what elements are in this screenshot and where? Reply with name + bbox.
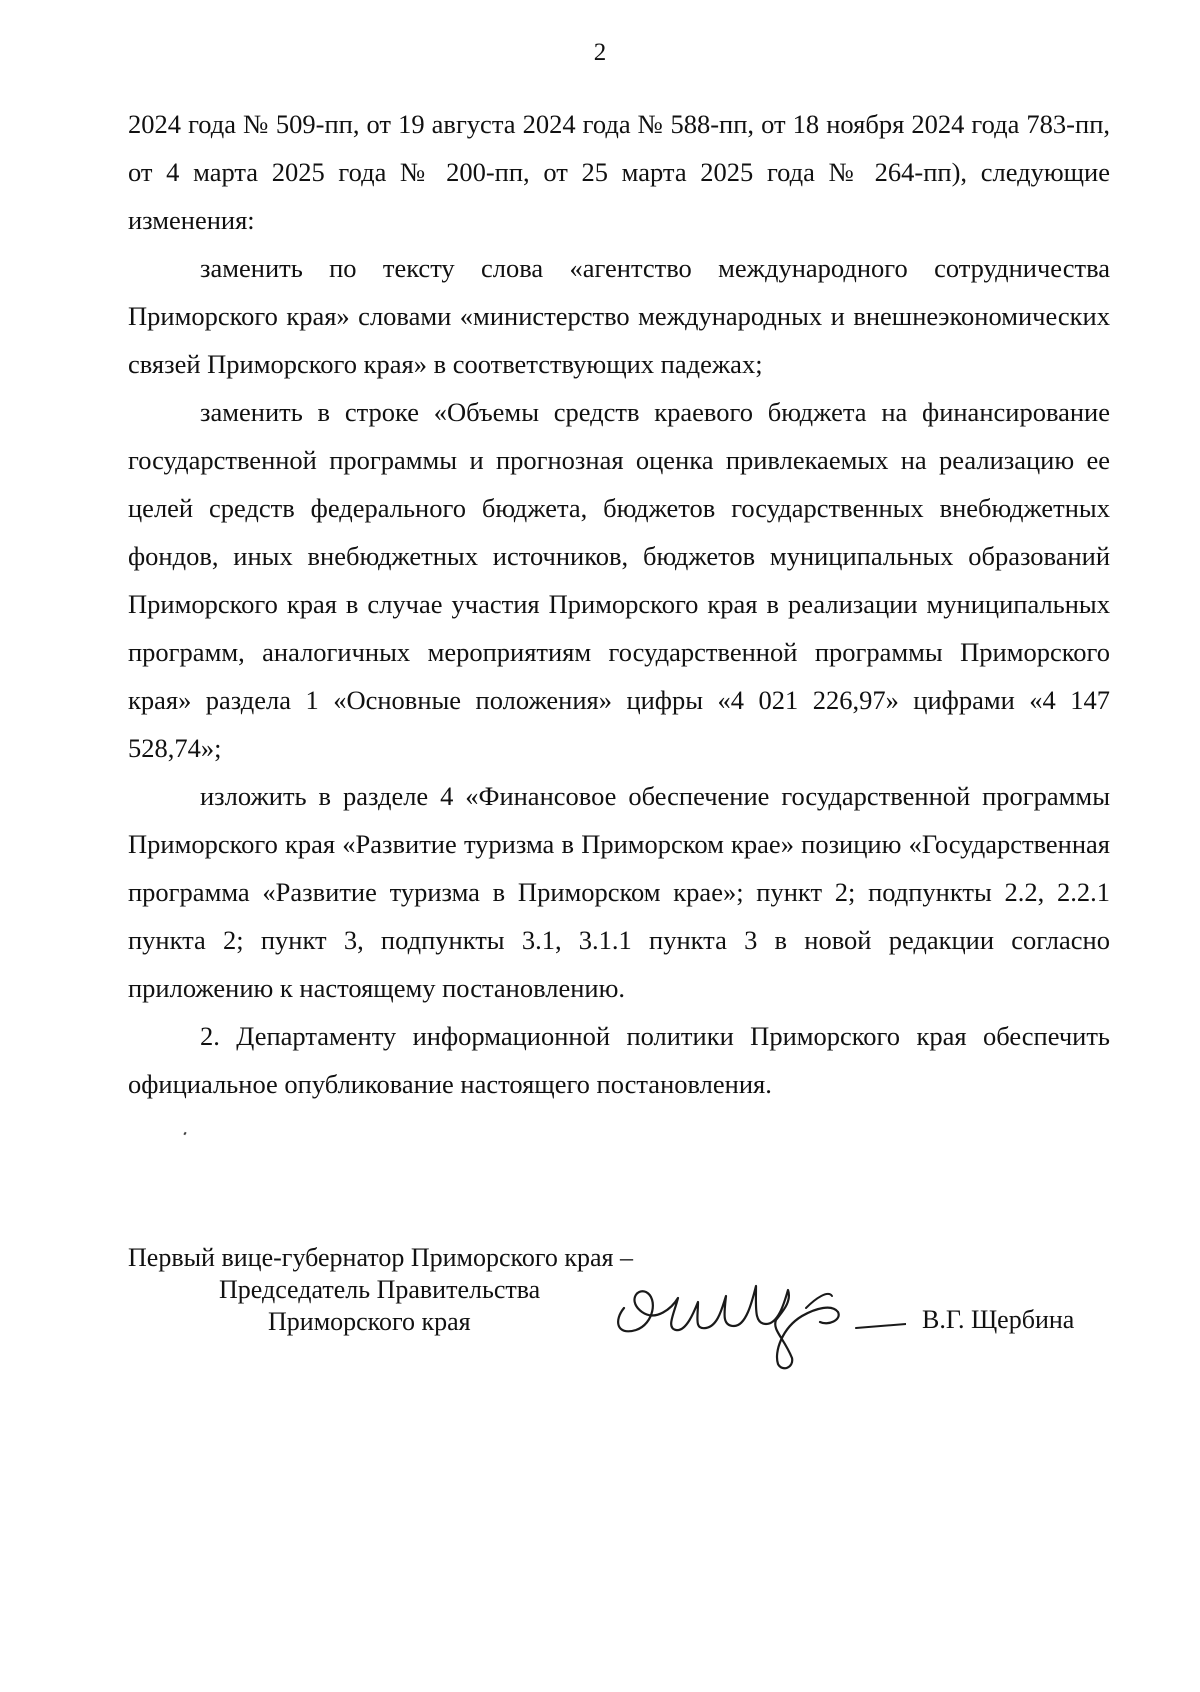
- page-number: 2: [593, 39, 607, 66]
- paragraph-section-4: изложить в разделе 4 «Финансовое обеспечение государственной программы Приморского края «Развитие туризма в Приморском крае» позицию «Государственная программа «Развитие туризма в Приморском крае»; пункт 2; подпункты 2.2, 2.2.1 пункта 2; пункт 3, подпункты 3.1, 3.1.1 пункта 3 в новой редакции согласно приложению к настоящему постановлению.: [128, 781, 1110, 1003]
- stray-mark: [183, 1132, 186, 1136]
- body-text: [128, 100, 1110, 1108]
- signatory-title-line2: Председатель Правительства: [219, 1275, 541, 1304]
- paragraph-continuation: 2024 года № 509-пп, от 19 августа 2024 года № 588-пп, от 18 ноября 2024 года 783-пп, от 4 марта 2025 года № 200-пп, от 25 марта 2025 года № 264-пп), следующие изменения:: [128, 109, 1110, 235]
- signatory-title-line3: Приморского края: [268, 1307, 471, 1336]
- signatory-title-line1: Первый вице-губернатор Приморского края –: [128, 1243, 633, 1272]
- paragraph-publication: 2. Департаменту информационной политики Приморского края обеспечить официальное опубликование настоящего постановления.: [128, 1021, 1110, 1099]
- paragraph-rename-agency: заменить по тексту слова «агентство международного сотрудничества Приморского края» словами «министерство международных и внешнеэкономических связей Приморского края» в соответствующих падежах;: [128, 253, 1110, 379]
- signatory-name: В.Г. Щербина: [922, 1305, 1075, 1334]
- paragraph-budget-figures: заменить в строке «Объемы средств краевого бюджета на финансирование государственной программы и прогнозная оценка привлекаемых на реализацию ее целей средств федерального бюджета, бюджетов государственных внебюджетных фондов, иных внебюджетных источников, бюджетов муниципальных образований Приморского края в случае участия Приморского края в реализации муниципальных программ, аналогичных мероприятиям государственной программы Приморского края» раздела 1 «Основные положения» цифры «4 021 226,97» цифрами «4 147 528,74»;: [128, 397, 1110, 763]
- handwritten-signature: [606, 1268, 906, 1378]
